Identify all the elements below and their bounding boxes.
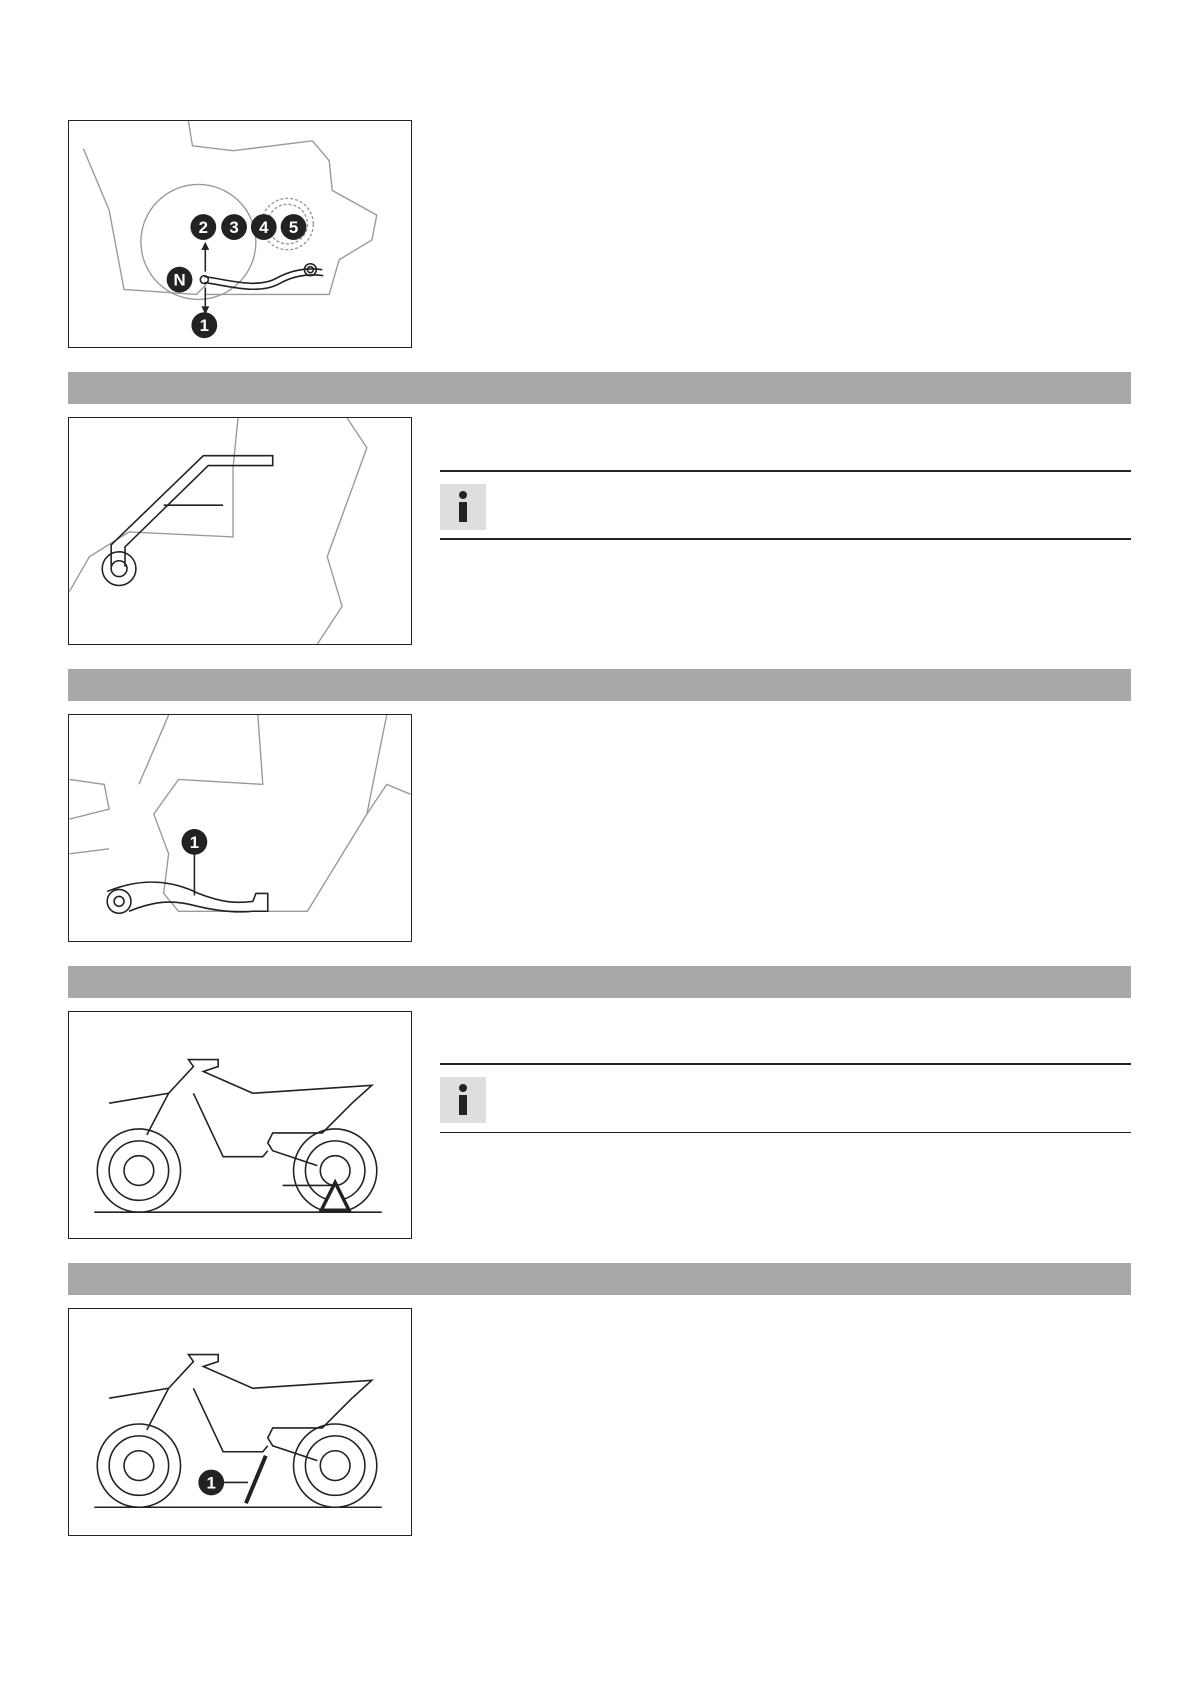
callout-2	[190, 214, 216, 240]
callout-n	[167, 267, 193, 293]
svg-text:4: 4	[259, 218, 269, 238]
gear-shift-diagram	[69, 121, 411, 347]
shift-lever-diagram	[69, 715, 411, 941]
info-icon	[440, 1077, 486, 1123]
kick-starter-diagram	[69, 418, 411, 644]
callout-4	[251, 214, 277, 240]
figure-kick-starter	[68, 417, 412, 645]
svg-text:1: 1	[189, 832, 200, 852]
svg-text:2: 2	[198, 218, 209, 238]
section-bar	[68, 966, 1131, 998]
arrow-up-icon	[201, 242, 209, 250]
info-note	[440, 1063, 1131, 1133]
callout-1	[191, 312, 217, 338]
info-note	[440, 470, 1131, 540]
motorcycle-diagram	[69, 1012, 411, 1238]
callout-1	[182, 829, 208, 855]
callout-1	[198, 1470, 224, 1496]
svg-text:1: 1	[206, 1473, 216, 1493]
callout-3	[221, 214, 247, 240]
callout-5	[281, 214, 307, 240]
figure-shift-lever	[68, 714, 412, 942]
figure-gear-shift-pattern	[68, 120, 412, 348]
section-bar	[68, 1263, 1131, 1295]
motorcycle-stand-diagram	[69, 1309, 411, 1535]
info-icon	[440, 484, 486, 530]
svg-text:5: 5	[288, 218, 299, 238]
warning-triangle-icon	[321, 1182, 349, 1210]
section-bar	[68, 372, 1131, 404]
svg-text:N: N	[173, 270, 186, 290]
figure-motorcycle-stand-warning	[68, 1011, 412, 1239]
svg-text:1: 1	[199, 316, 210, 336]
figure-motorcycle-side-stand	[68, 1308, 412, 1536]
section-bar	[68, 669, 1131, 701]
svg-text:3: 3	[229, 218, 239, 238]
